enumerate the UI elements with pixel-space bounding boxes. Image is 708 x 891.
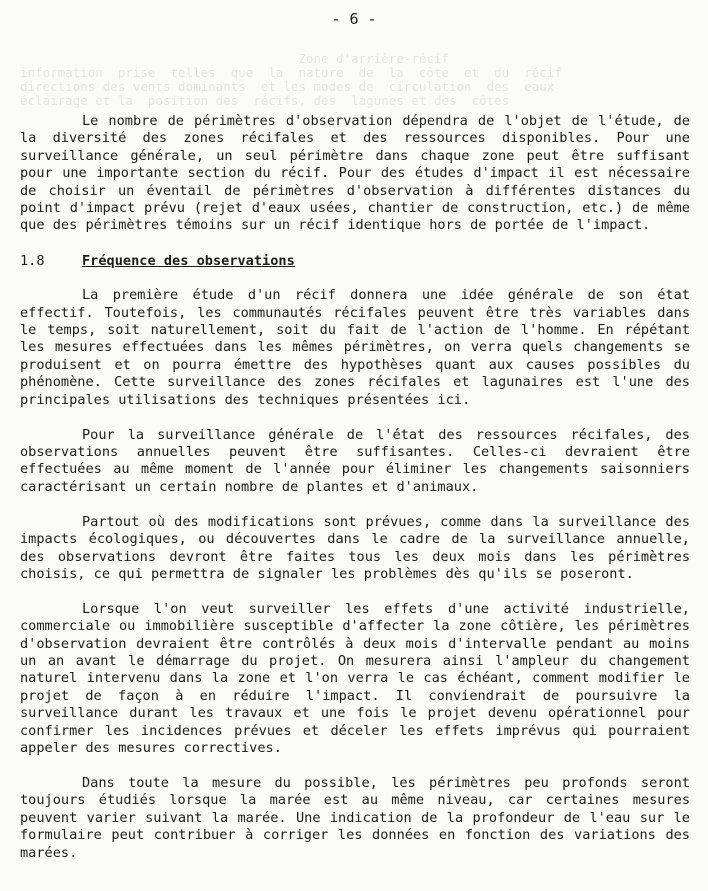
paragraph: Le nombre de périmètres d'observation dépendra de l'objet de l'étude, de la diversité des zones récifales et des ressources disponibles. Pour une surveillance générale, un seul périmètre dans chaque zone peut être suffisant pour une importante section du récif. Pour des études d'impact il est nécessaire de choisir un éventail de périmètres d'observation à différentes distances du point d'impact prévu (rejet d'eaux usées, chantier de construction, etc.) de même que des périmètres témoins sur un récif identique hors de portée de l'impact. — [20, 113, 690, 234]
paragraph: Pour la surveillance générale de l'état des ressources récifales, des observations annuelles peuvent être suffisantes. Celles-ci devraient être effectuées au même moment de l'année pour éliminer les changements saisonniers caractérisant un certain nombre de plantes et d'animaux. — [20, 426, 690, 495]
document-body — [20, 113, 690, 862]
paragraph: Dans toute la mesure du possible, les périmètres peu profonds seront toujours étudiés lorsque la marée est au même niveau, car certaines mesures peuvent varier suivant la marée. Une indication de la profondeur de l'eau sur le formulaire peut contribuer à corriger les données en fonction des variations des marées. — [20, 775, 690, 861]
paragraph: La première étude d'un récif donnera une idée générale de son état effectif. Toutefois, les communautés récifales peuvent être très variables dans le temps, soit naturellement, soit du fait de l'action de l'homme. En répétant les mesures effectuées dans les mêmes périmètres, on verra quels changements se produisent et on pourra émettre des hypothèses quant aux causes possibles du phénomène. Cette surveillance des zones récifales et lagunaires est l'une des principales utilisations des techniques présentées ici. — [20, 287, 690, 408]
section-number: 1.8 — [20, 252, 45, 269]
section-heading — [20, 253, 690, 270]
paragraph: Partout où des modifications sont prévues, comme dans la surveillance des impacts écologiques, ou découvertes dans le cadre de la surveillance annuelle, des observations devront être faites tous les deux mois dans les périmètres choisis, ce qui permettra de signaler les problèmes dès qu'ils se poseront. — [20, 513, 690, 582]
page-number: - 6 - — [331, 10, 377, 28]
section-title: Fréquence des observations — [82, 252, 295, 269]
bleed-through-text: Zone d'arrière-récif information prise telles que la nature de la côte et du récif directions des vents dominants et les modes de circulation des eaux éclairage et la position des récifs, des lagunes et des côtes — [20, 51, 562, 108]
paragraph: Lorsque l'on veut surveiller les effets d'une activité industrielle, commerciale ou immobilière susceptible d'affecter la zone côtière, les périmètres d'observation devraient être contrôlés à deux mois d'intervalle pendant au moins un an avant le démarrage du projet. On mesurera ainsi l'ampleur du changement naturel intervenu dans la zone et l'on verra le cas échéant, comment modifier le projet de façon à en réduire l'impact. Il conviendrait de poursuivre la surveillance durant les travaux et une fois le projet devenu opérationnel pour confirmer les incidences prévues et déceler les effets imprévus qui pourraient appeler des mesures correctives. — [20, 600, 690, 757]
